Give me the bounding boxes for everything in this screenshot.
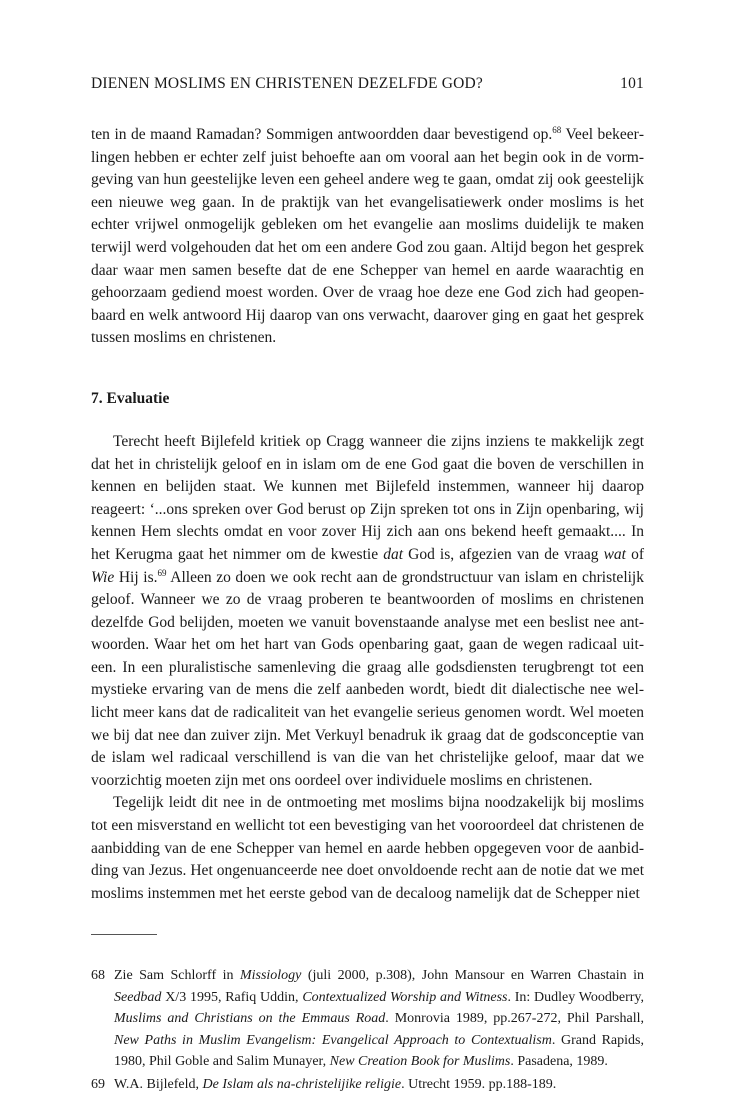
paragraph-text: Alleen zo doen we ook recht aan de grondstructuur van islam en christelijk geloof. Wanneer we zo de vraag proberen te beantwoorden of moslims en christenen dezelfde God belijden, moeten we vanuit bovenstaande analyse met een beslist nee antwoorden. Waar het om het hart van Gods openbaring gaat, gaan de wegen radicaal uiteen. In een pluralistische samenleving die graag alle godsdiensten terugbrengt tot een mystieke ervaring van de mens die zelf aanbeden wordt, biedt dit dialectische nee wellicht meer kans dat de radicaliteit van het evangelie serieus genomen wordt. Wel moeten we bij dat nee dan zuiver zijn. Met Verkuyl benadruk ik graag dat de godsconceptie van de islam wel radicaal verschillend is van die van het christelijke geloof, maar dat we voorzichtig moeten zijn met ons oordeel over individuele moslims en christenen. bbox=[91, 568, 644, 789]
paragraph-text: Veel bekeerlingen hebben er echter zelf juist behoefte aan om vooral aan het begin ook in de vormgeving van hun geestelijke leven een geheel andere weg te gaan, omdat zij ook geestelijk een nieuwe weg gaan. In de praktijk van het evangelisatiewerk onder moslims is het echter vrijwel onmogelijk gebleken om het evangelie aan moslims duidelijk te maken terwijl werd volgehouden dat het om een andere God zou gaan. Altijd begon het gesprek daar waar men samen besefte dat de ene Schepper van hemel en aarde waarachtig en gehoorzaam gediend moest worden. Over de vraag hoe deze ene God zich had geopenbaard en welk antwoord Hij daarop van ons verwacht, daarover ging en gaat het gesprek tussen moslims en christenen. bbox=[91, 126, 644, 347]
footnote-title: Seedbad bbox=[114, 989, 162, 1005]
footnote-ref-69[interactable]: 69 bbox=[157, 567, 167, 578]
footnote-fragment: W.A. Bijlefeld, bbox=[114, 1076, 203, 1092]
section-heading: 7. Evaluatie bbox=[91, 389, 170, 407]
running-header bbox=[91, 74, 644, 94]
footnote-fragment: . Utrecht 1959. pp.188-189. bbox=[401, 1076, 557, 1092]
footnote-title: Missiology bbox=[239, 968, 302, 984]
paragraph-text: God is, afgezien van de vraag bbox=[403, 545, 604, 563]
footnote-title: New Paths in Muslim Evangelism: Evangelical Approach to Contextualism bbox=[114, 1032, 552, 1048]
footnote-fragment: . Pasadena, 1989. bbox=[510, 1054, 608, 1070]
page bbox=[91, 74, 644, 1095]
footnote-title: Contextualized Worship and Witness bbox=[302, 989, 508, 1005]
footnote-fragment: . In: Dudley Woodberry, bbox=[507, 989, 644, 1005]
footnote-title: New Creation Book for Muslims bbox=[329, 1054, 511, 1070]
footnote-fragment: X/3 1995, Rafiq Uddin, bbox=[161, 989, 303, 1005]
footnotes bbox=[91, 965, 644, 1095]
paragraph-text: Hij is. bbox=[114, 568, 158, 586]
footnote-69 bbox=[91, 1074, 644, 1095]
paragraph-text: of bbox=[625, 545, 645, 563]
footnote-fragment: . Grand Rapids, 1980, Phil Goble and Salim Munayer, bbox=[114, 1032, 644, 1070]
paragraph-tegelijk: Tegelijk leidt dit nee in de ontmoeting met moslims bijna noodzakelijk bij moslims tot een misverstand en wellicht tot een bevestiging van het vooroordeel dat christenen de aanbidding van de ene Schepper van hemel en aarde hebben opgegeven voor de aanbidding van Jezus. Het ongenuanceerde nee doet onvoldoende recht aan de notie dat we met moslims instemmen met het eerste gebod van de decaloog namelijk dat de Schepper niet bbox=[91, 794, 644, 902]
footnote-fragment: (juli 2000, p.308), John Mansour en Warren Chastain in bbox=[301, 968, 645, 984]
footnote-text bbox=[114, 965, 644, 1073]
paragraph-continued bbox=[91, 124, 644, 350]
footnote-number: 69 bbox=[91, 1076, 105, 1092]
footnote-number: 68 bbox=[91, 968, 105, 984]
italic-term: Wie bbox=[91, 568, 115, 586]
italic-term: dat bbox=[383, 545, 404, 563]
italic-term: wat bbox=[603, 545, 626, 563]
footnote-text bbox=[114, 1074, 644, 1095]
paragraph-text: ten in de maand Ramadan? Sommigen antwoordden daar bevestigend op. bbox=[91, 126, 553, 143]
footnote-fragment: Zie Sam Schlorff in bbox=[114, 968, 240, 984]
footnote-divider bbox=[91, 934, 157, 935]
footnote-title: De Islam als na-christelijike religie bbox=[202, 1076, 402, 1092]
footnote-fragment: . Monrovia 1989, pp.267-272, Phil Parshall, bbox=[385, 1011, 644, 1027]
footnote-title: Muslims and Christians on the Emmaus Road bbox=[114, 1011, 386, 1027]
footnote-68 bbox=[91, 965, 644, 1073]
paragraph-evaluatie bbox=[91, 431, 644, 793]
footnote-ref-68[interactable]: 68 bbox=[552, 125, 562, 135]
paragraph-text: Terecht heeft Bijlefeld kritiek op Cragg wanneer die zijns inziens te makkelijk zegt dat het in christelijk geloof en in islam om de ene God gaat die boven de verschillen in kennen en belijden staat. We kunnen met Bijlefeld instemmen, wanneer hij daarop reageert: ‘...ons spreken over God berust op Zijn spreken tot ons in Zijn openbaring, wij kennen Hem slechts omdat en voor zover Hij zich aan ons bekend heeft gemaakt.... In het Kerugma gaat het nimmer om de kwestie bbox=[91, 432, 644, 563]
page-number: 101 bbox=[620, 75, 644, 92]
running-title: DIENEN MOSLIMS EN CHRISTENEN DEZELFDE GOD? bbox=[91, 75, 483, 92]
